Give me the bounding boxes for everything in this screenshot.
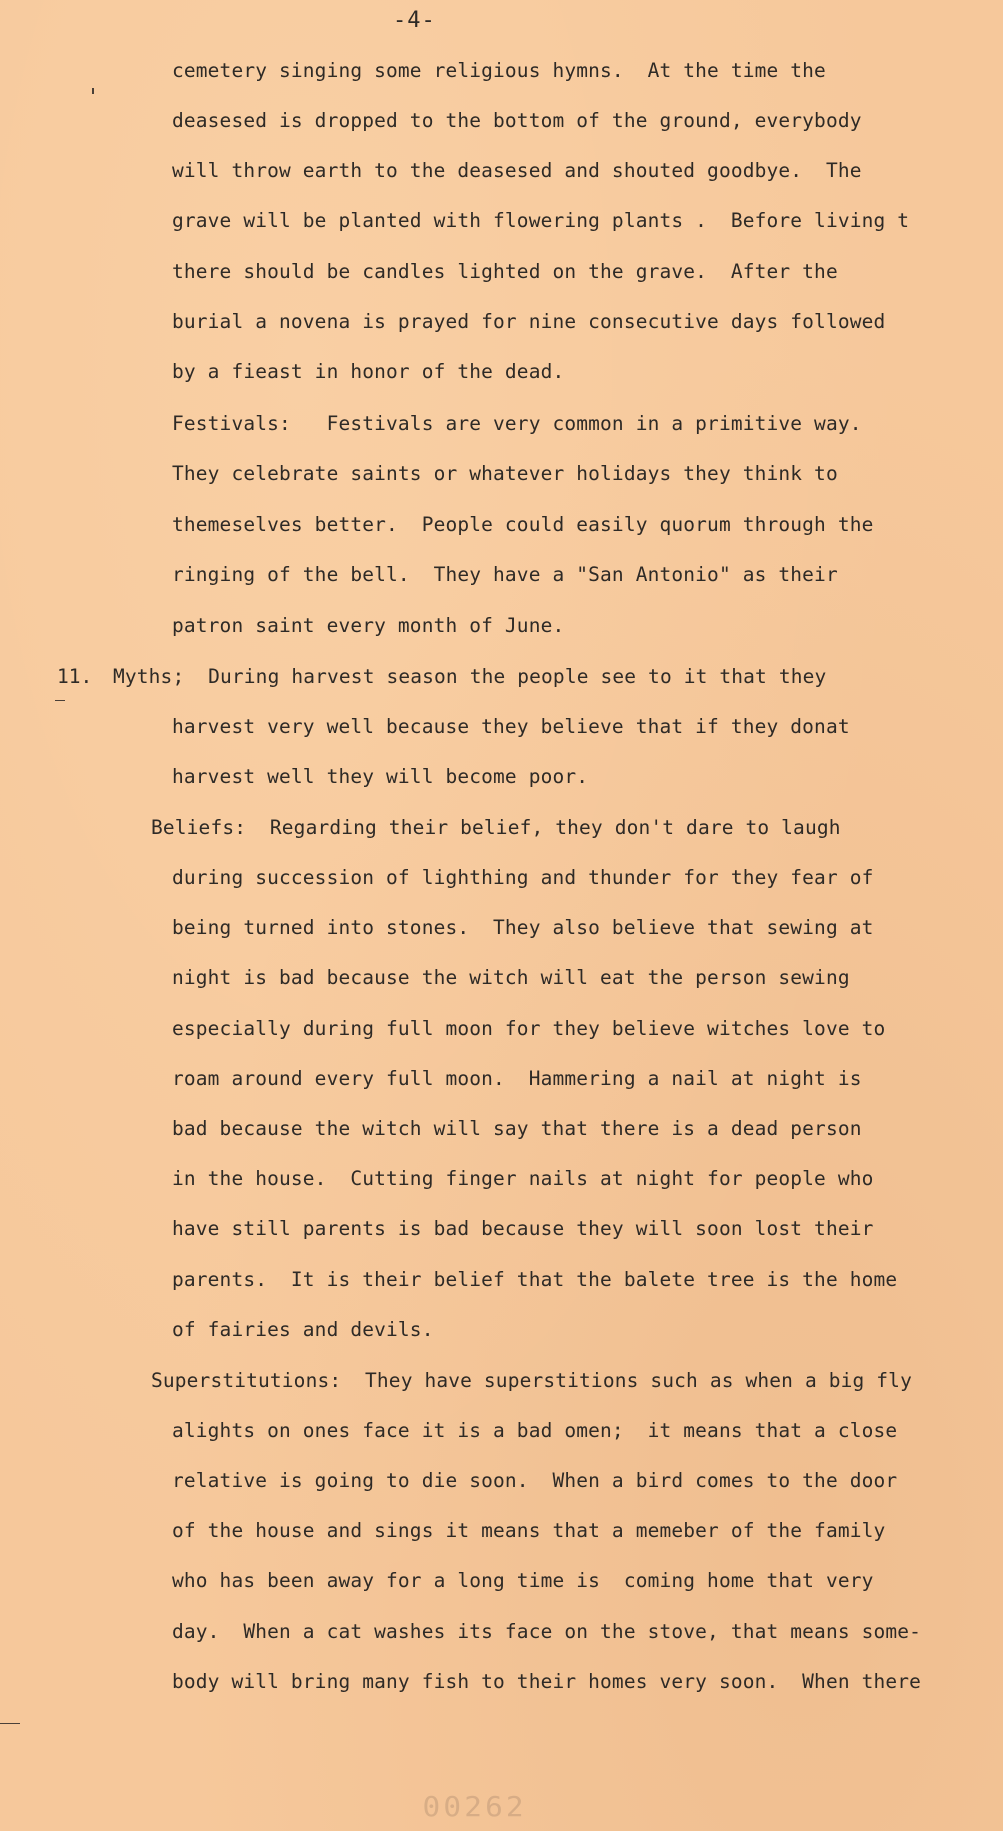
text-line-30: of the house and sings it means that a memeber of the family [172, 1519, 886, 1542]
text-line-26: of fairies and devils. [172, 1318, 434, 1341]
text-line-20: especially during full moon for they believe witches love to [172, 1017, 886, 1040]
text-line-27: Superstitutions: They have superstitions such as when a big fly [151, 1369, 912, 1392]
text-line-1: cemetery singing some religious hymns. At the time the [172, 59, 826, 82]
text-line-15: harvest well they will become poor. [172, 765, 589, 788]
text-line-6: burial a novena is prayed for nine consecutive days followed [172, 310, 886, 333]
faint-stamp-number: 00262 [422, 1790, 527, 1823]
text-line-17: during succession of lighthing and thunder for they fear of [172, 866, 874, 889]
text-line-25: parents. It is their belief that the balete tree is the home [172, 1268, 898, 1291]
text-line-4: grave will be planted with flowering plants . Before living t [172, 209, 910, 232]
text-line-8: Festivals: Festivals are very common in a primitive way. [172, 412, 862, 435]
text-line-9: They celebrate saints or whatever holidays they think to [172, 462, 838, 485]
text-line-23: in the house. Cutting finger nails at night for people who [172, 1167, 874, 1190]
text-line-11: ringing of the bell. They have a "San Antonio" as their [172, 563, 838, 586]
text-line-12: patron saint every month of June. [172, 614, 565, 637]
text-line-13: Myths; During harvest season the people see to it that they [113, 665, 827, 688]
text-line-33: body will bring many fish to their homes very soon. When there [172, 1670, 922, 1693]
text-line-14: harvest very well because they believe that if they donat [172, 715, 850, 738]
text-line-5: there should be candles lighted on the grave. After the [172, 260, 838, 283]
text-line-3: will throw earth to the deasesed and shouted goodbye. The [172, 159, 862, 182]
text-line-29: relative is going to die soon. When a bird comes to the door [172, 1469, 898, 1492]
text-line-24: have still parents is bad because they will soon lost their [172, 1217, 874, 1240]
text-line-10: themeselves better. People could easily quorum through the [172, 513, 874, 536]
text-line-28: alights on ones face it is a bad omen; it means that a close [172, 1419, 898, 1442]
margin-mark [55, 700, 65, 701]
section-number: 11. [57, 665, 93, 688]
text-line-16: Beliefs: Regarding their belief, they don't dare to laugh [151, 816, 841, 839]
margin-mark [92, 88, 94, 94]
text-line-32: day. When a cat washes its face on the stove, that means some- [172, 1620, 922, 1643]
page-number: -4- [393, 8, 436, 33]
text-line-21: roam around every full moon. Hammering a nail at night is [172, 1067, 862, 1090]
margin-mark [0, 1723, 20, 1724]
text-line-31: who has been away for a long time is coming home that very [172, 1569, 874, 1592]
text-line-7: by a fieast in honor of the dead. [172, 360, 565, 383]
text-line-18: being turned into stones. They also believe that sewing at [172, 916, 874, 939]
text-line-2: deasesed is dropped to the bottom of the ground, everybody [172, 109, 862, 132]
text-line-19: night is bad because the witch will eat the person sewing [172, 966, 850, 989]
text-line-22: bad because the witch will say that there is a dead person [172, 1117, 862, 1140]
